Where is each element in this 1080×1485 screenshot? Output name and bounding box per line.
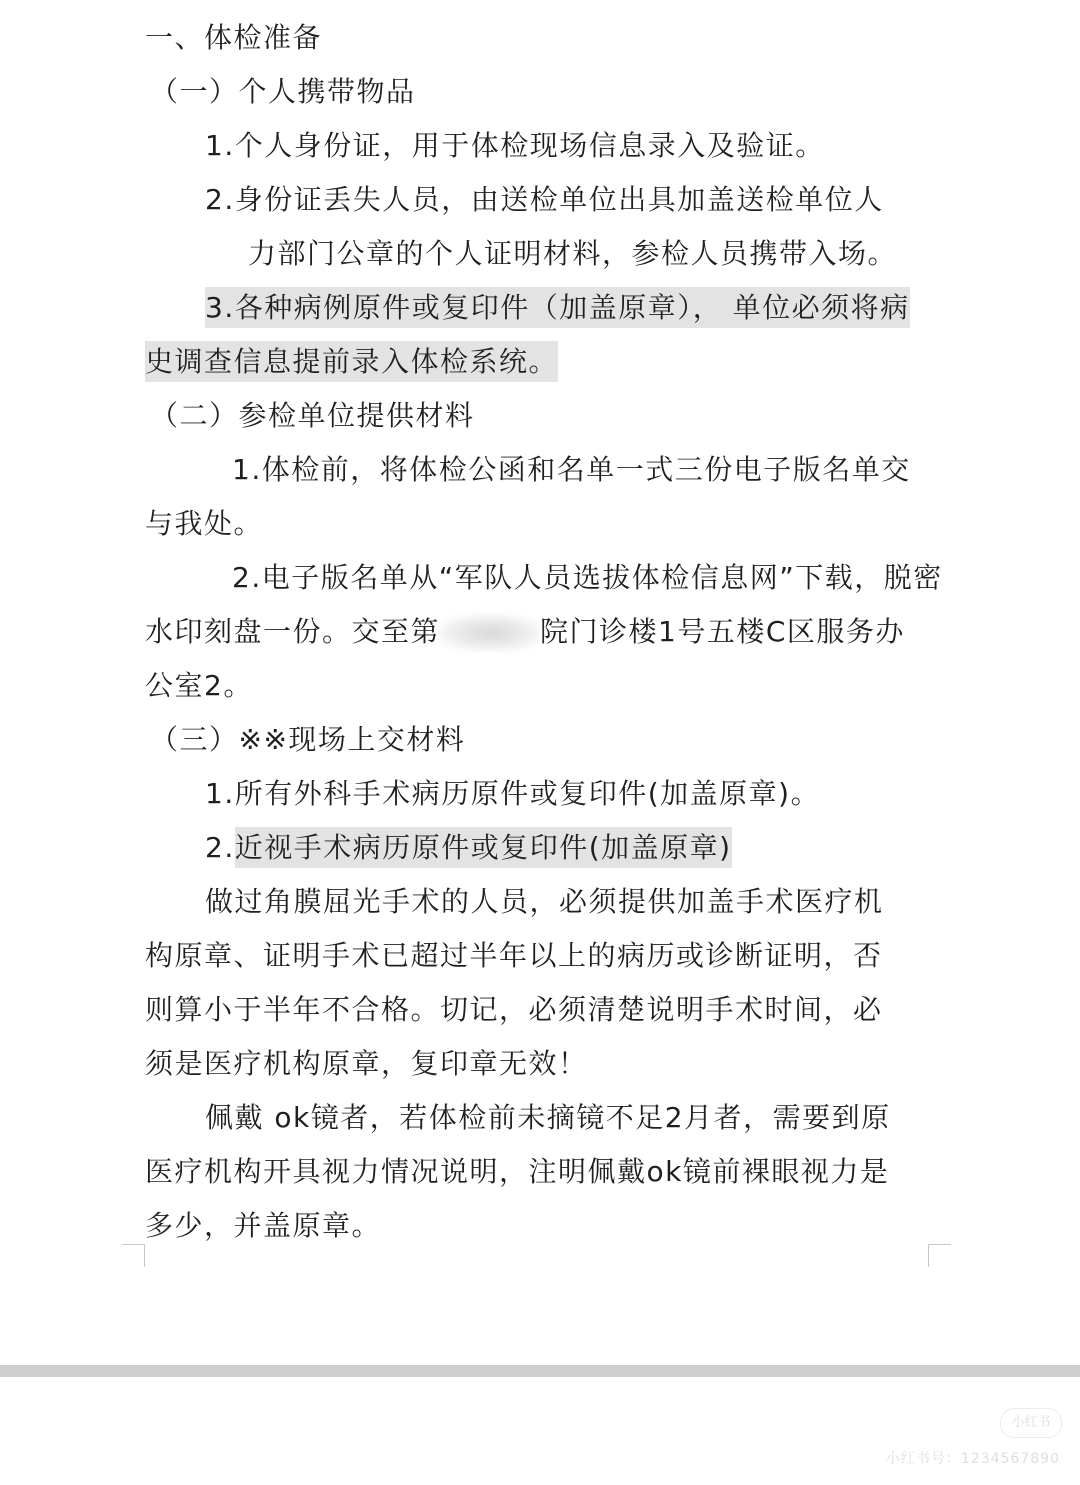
text-segment: 水印刻盘一份。交至第 [145,615,441,648]
page-separator [0,1365,1080,1377]
page-corner-mark-left [122,1244,145,1267]
section1-item3-line1 [205,288,910,328]
section3-item2 [205,828,732,868]
section3-para1-line2: 构原章、证明手术已超过半年以上的病历或诊断证明，否 [145,939,883,972]
section3-para1-line4: 须是医疗机构原章，复印章无效！ [145,1047,588,1080]
section1-item3-line2 [145,342,558,382]
section2-item1-line1: 1.体检前，将体检公函和名单一式三份电子版名单交 [232,453,911,486]
item-number: 2. [205,831,235,864]
section2-title: （二）参检单位提供材料 [150,399,475,432]
watermark-logo: 小红书 [1000,1408,1062,1438]
text-segment: 院门诊楼1号五楼C区服务办 [540,615,905,648]
section3-item1: 1.所有外科手术病历原件或复印件(加盖原章)。 [205,777,821,810]
section3-para2-line3: 多少，并盖原章。 [145,1209,382,1242]
section1-title: （一）个人携带物品 [150,75,416,108]
section2-item1-line2: 与我处。 [145,507,264,540]
section2-item2-line3: 公室2。 [145,669,253,702]
highlighted-text: 3.各种病例原件或复印件（加盖原章）， 单位必须将病 [205,287,910,328]
section1-item2-line1: 2.身份证丢失人员，由送检单位出具加盖送检单位人 [205,183,884,216]
highlighted-text: 史调查信息提前录入体检系统。 [145,341,558,382]
redacted-blur [440,615,540,651]
section3-para1-line1: 做过角膜屈光手术的人员，必须提供加盖手术医疗机 [205,885,884,918]
section3-title: （三）※※现场上交材料 [150,723,466,756]
next-page-area [0,1377,1080,1485]
section1-item2-line2: 力部门公章的个人证明材料，参检人员携带入场。 [248,237,898,270]
section3-para1-line3: 则算小于半年不合格。切记，必须清楚说明手术时间，必 [145,993,883,1026]
section2-item2-line1: 2.电子版名单从“军队人员选拔体检信息网”下载，脱密 [232,561,943,594]
page-corner-mark-right [928,1244,951,1267]
highlighted-text: 近视手术病历原件或复印件(加盖原章) [235,827,732,868]
section3-para2-line2: 医疗机构开具视力情况说明，注明佩戴ok镜前裸眼视力是 [145,1155,890,1188]
doc-heading: 一、体检准备 [145,21,323,54]
section3-para2-line1: 佩戴 ok镜者，若体检前未摘镜不足2月者，需要到原 [205,1101,891,1134]
section1-item1: 1.个人身份证，用于体检现场信息录入及验证。 [205,129,825,162]
section2-item2-line2 [145,612,905,652]
watermark-text: 小红书号：1234567890 [885,1451,1060,1467]
